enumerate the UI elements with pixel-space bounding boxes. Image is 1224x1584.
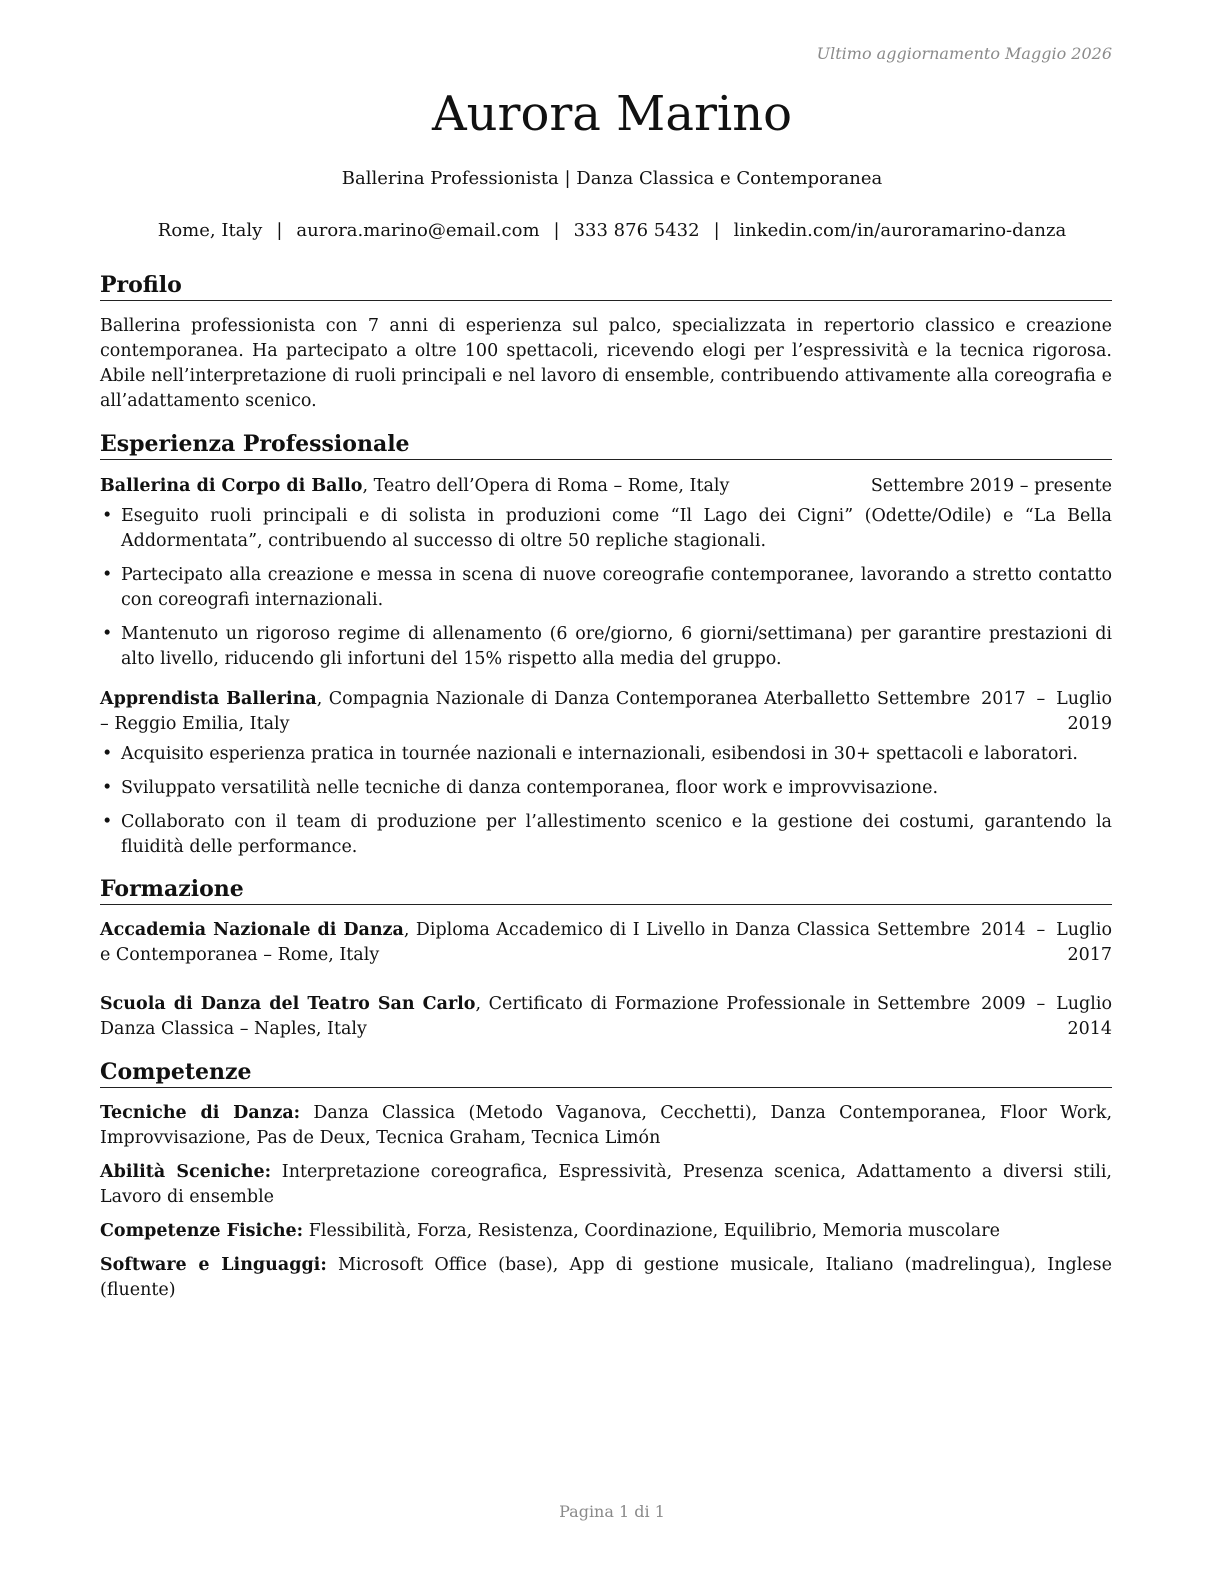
education-dates-year: 2017 bbox=[1067, 945, 1112, 965]
contact-location: Rome, Italy bbox=[157, 220, 263, 241]
job-dates: Settembre 2019 – presente bbox=[870, 476, 1112, 496]
education-dates bbox=[877, 918, 1112, 968]
section-title-skills: Competenze bbox=[100, 1059, 1112, 1088]
section-title-experience: Esperienza Professionale bbox=[100, 431, 1112, 460]
education-dates bbox=[877, 992, 1112, 1042]
education-dates-range: Settembre 2014 – Luglio bbox=[877, 920, 1112, 940]
list-item: • Eseguito ruoli principali e di solista in produzioni come “Il Lago dei Cigni” (Odette/Odile) e “La Bella Addormentata”, contribuendo al successo di oltre 50 repliche stagionali. bbox=[100, 504, 1112, 554]
section-title-profile: Profilo bbox=[100, 272, 1112, 301]
job-role: Apprendista Ballerina bbox=[100, 689, 317, 709]
job-dates-year: 2019 bbox=[1067, 714, 1112, 734]
last-updated: Ultimo aggiornamento Maggio 2026 bbox=[816, 44, 1112, 63]
education-dates-year: 2014 bbox=[1067, 1019, 1112, 1039]
job-org: , Teatro dell’Opera di Roma – Rome, Italy bbox=[362, 476, 730, 496]
skill-value: Danza Classica (Metodo Vaganova, Cecchetti), Danza Contemporanea, Floor Work, Improvvisazione, Pas de Deux, Tecnica Graham, Tecnica Limón bbox=[100, 1103, 1113, 1148]
page-number: Pagina 1 di 1 bbox=[559, 1502, 665, 1521]
contact-line bbox=[0, 220, 1224, 241]
contact-separator: | bbox=[276, 220, 283, 241]
education-dates-range: Settembre 2009 – Luglio bbox=[877, 994, 1112, 1014]
skill-value: Interpretazione coreografica, Espressività, Presenza scenica, Adattamento a diversi stili, Lavoro di ensemble bbox=[100, 1162, 1112, 1207]
skill-line bbox=[100, 1160, 1112, 1210]
education-detail: , Diploma Accademico di I Livello in Danza Classica e Contemporanea – Rome, Italy bbox=[100, 920, 871, 965]
list-item: • Mantenuto un rigoroso regime di allenamento (6 ore/giorno, 6 giorni/settimana) per garantire prestazioni di alto livello, riducendo gli infortuni del 15% rispetto alla media del gruppo. bbox=[100, 622, 1112, 672]
list-item: • Sviluppato versatilità nelle tecniche di danza contemporanea, floor work e improvvisazione. bbox=[100, 776, 1112, 801]
job-org: , Compagnia Nazionale di Danza Contemporanea Aterballetto – Reggio Emilia, Italy bbox=[100, 689, 870, 734]
contact-phone: 333 876 5432 bbox=[573, 220, 700, 241]
education-school: Accademia Nazionale di Danza bbox=[100, 920, 404, 940]
skill-line bbox=[100, 1101, 1112, 1151]
skill-label: Competenze Fisiche: bbox=[100, 1221, 304, 1241]
section-title-education: Formazione bbox=[100, 876, 1112, 905]
contact-separator: | bbox=[713, 220, 720, 241]
education-entry bbox=[100, 992, 1112, 1042]
job-role: Ballerina di Corpo di Ballo bbox=[100, 476, 363, 496]
education-school: Scuola di Danza del Teatro San Carlo bbox=[100, 994, 476, 1014]
job-dates bbox=[877, 687, 1112, 737]
skill-label: Abilità Sceniche: bbox=[100, 1162, 272, 1182]
skill-line bbox=[100, 1219, 1112, 1244]
education-entry bbox=[100, 918, 1112, 968]
profile-summary: Ballerina professionista con 7 anni di esperienza sul palco, specializzata in repertorio classico e creazione contemporanea. Ha partecipato a oltre 100 spettacoli, ricevendo elogi per l’espressività e la tecnica rigorosa. Abile nell’interpretazione di ruoli principali e nel lavoro di ensemble, contribuendo attivamente alla coreografia e all’adattamento scenico. bbox=[100, 316, 1112, 411]
job-heading bbox=[100, 687, 1112, 737]
skill-value: Microsoft Office (base), App di gestione musicale, Italiano (madrelingua), Inglese (fluente) bbox=[100, 1255, 1112, 1300]
contact-linkedin[interactable]: linkedin.com/in/auroramarino-danza bbox=[733, 220, 1067, 241]
skill-label: Software e Linguaggi: bbox=[100, 1255, 327, 1275]
list-item: • Acquisito esperienza pratica in tournée nazionali e internazionali, esibendosi in 30+ spettacoli e laboratori. bbox=[100, 742, 1112, 767]
skill-label: Tecniche di Danza: bbox=[100, 1103, 301, 1123]
job-heading bbox=[100, 474, 1112, 499]
skill-line bbox=[100, 1253, 1112, 1303]
contact-email[interactable]: aurora.marino@email.com bbox=[296, 220, 540, 241]
education-detail: , Certificato di Formazione Professionale in Danza Classica – Naples, Italy bbox=[100, 994, 870, 1039]
headline: Ballerina Professionista | Danza Classica e Contemporanea bbox=[341, 168, 883, 189]
job-dates-range: Settembre 2017 – Luglio bbox=[877, 689, 1112, 709]
job-bullets bbox=[100, 504, 1112, 681]
candidate-name: Aurora Marino bbox=[431, 86, 793, 142]
job-bullets bbox=[100, 742, 1112, 869]
skill-value: Flessibilità, Forza, Resistenza, Coordinazione, Equilibrio, Memoria muscolare bbox=[303, 1221, 1000, 1241]
list-item: • Partecipato alla creazione e messa in scena di nuove coreografie contemporanee, lavorando a stretto contatto con coreografi internazionali. bbox=[100, 563, 1112, 613]
contact-separator: | bbox=[553, 220, 560, 241]
list-item: • Collaborato con il team di produzione per l’allestimento scenico e la gestione dei costumi, garantendo la fluidità delle performance. bbox=[100, 810, 1112, 860]
